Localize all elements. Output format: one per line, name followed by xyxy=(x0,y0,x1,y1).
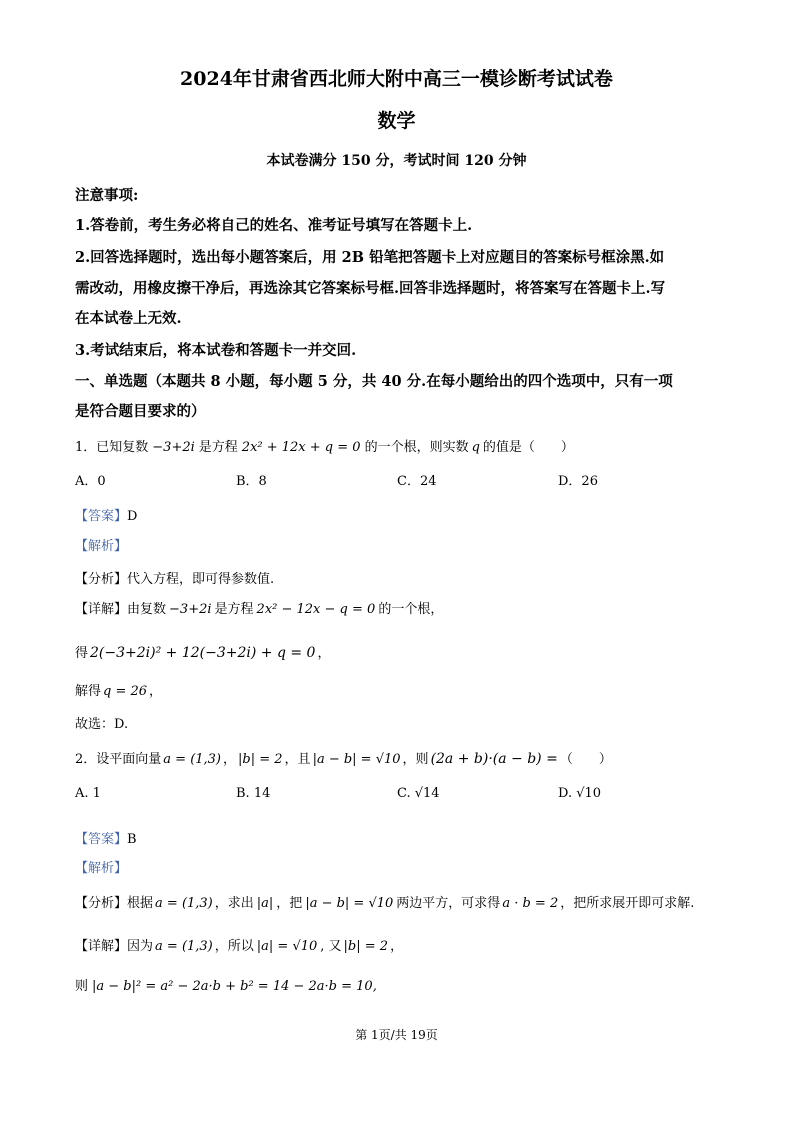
notes-item-2-line-3: 在本试卷上无效. xyxy=(75,310,182,327)
q2-dot-product-expression: (2a + b)·(a − b) = xyxy=(430,751,558,767)
q2-detail xyxy=(75,935,403,954)
subject-title: 数学 xyxy=(377,110,416,132)
q1-detail-tag: 【详解】 xyxy=(75,602,128,617)
page-title: 2024年甘肃省西北师大附中高三一模诊断考试试卷 xyxy=(180,68,613,90)
q2-answer-value: B xyxy=(127,832,137,847)
q2-stem-text-d: ，则 xyxy=(402,752,429,767)
q1-detail-text-b: 是方程 xyxy=(214,602,254,617)
q1-detail-text-a: 由复数 xyxy=(127,602,167,617)
q2-stem-text-b: ， xyxy=(223,752,237,767)
q2-stem-text-c: ，且 xyxy=(284,752,311,767)
q2-stem-text-e: （ ） xyxy=(559,752,612,767)
q2-option-a: A. 1 xyxy=(75,786,101,801)
q2-analysis-text-a: 根据 xyxy=(127,896,154,911)
q1-step-2-text-a: 解得 xyxy=(75,684,102,699)
q1-step-2 xyxy=(75,680,162,699)
q2-analysis-vector-a: a = (1,3) xyxy=(155,896,213,911)
q2-step-1-text-a: 则 xyxy=(75,979,89,994)
q2-detail-text-b: ，所以 xyxy=(214,939,254,954)
q1-stem-text-b: 是方程 xyxy=(198,440,238,455)
q2-analysis-dot-product: a · b = 2 xyxy=(502,896,559,911)
q2-detail-tag: 【详解】 xyxy=(75,939,128,954)
q1-option-c: C．24 xyxy=(397,474,437,489)
q2-analysis-norm-a: |a| xyxy=(256,896,274,911)
exam-info: 本试卷满分 150 分，考试时间 120 分钟 xyxy=(266,153,527,169)
q2-step-1 xyxy=(75,975,381,994)
q1-complex-number: −3+2i xyxy=(152,440,195,455)
q2-stem-text-a: 2．设平面向量 xyxy=(75,752,162,767)
q1-option-b: B．8 xyxy=(236,474,267,489)
q2-analysis xyxy=(75,892,694,911)
section-heading-line-2: 是符合题目要求的） xyxy=(75,403,206,420)
notes-item-1: 1.答卷前，考生务必将自己的姓名、准考证号填写在答题卡上. xyxy=(75,217,473,234)
q1-jiexi-tag: 【解析】 xyxy=(75,539,128,554)
q1-step-1 xyxy=(75,642,330,661)
q2-analysis-text-d: 两边平方，可求得 xyxy=(396,896,501,911)
q2-detail-text-d: ， xyxy=(390,939,404,954)
q1-stem-text-d: 的值是（ ） xyxy=(482,440,574,455)
q1-conclusion: 故选：D. xyxy=(75,717,129,732)
q1-detail-text-c: 的一个根， xyxy=(378,602,444,617)
q2-option-b: B. 14 xyxy=(236,786,271,801)
q1-option-d: D．26 xyxy=(558,474,598,489)
q2-option-c: C. √14 xyxy=(397,786,440,801)
q2-step-1-equation: |a − b|² = a² − 2a·b + b² = 14 − 2a·b = 10, xyxy=(92,979,377,994)
q2-difference-norm: |a − b| = √10 xyxy=(312,752,401,767)
q2-detail-text-a: 因为 xyxy=(127,939,154,954)
q1-step-2-text-b: ， xyxy=(149,684,163,699)
q2-vector-b-norm: |b| = 2 xyxy=(238,752,283,767)
q2-detail-norm-a: |a| = √10 xyxy=(256,939,318,954)
notes-heading: 注意事项: xyxy=(75,187,139,204)
q1-detail xyxy=(75,598,443,617)
q1-answer-tag: 【答案】 xyxy=(75,509,128,524)
q1-answer xyxy=(75,505,137,524)
q2-option-d: D. √10 xyxy=(558,786,602,801)
question-2-stem xyxy=(75,748,612,767)
q2-analysis-text-e: ，把所求展开即可求解. xyxy=(560,896,695,911)
q1-step-2-equation: q = 26 xyxy=(103,684,148,699)
q2-analysis-text-b: ，求出 xyxy=(214,896,254,911)
q1-stem-text-a: 1．已知复数 xyxy=(75,440,149,455)
q2-detail-vector-a: a = (1,3) xyxy=(155,939,213,954)
q2-analysis-difference-norm: |a − b| = √10 xyxy=(305,896,394,911)
q1-detail-equation: 2x² − 12x − q = 0 xyxy=(256,602,376,617)
page-footer: 第 1页/共 19页 xyxy=(355,1028,438,1042)
q1-detail-complex: −3+2i xyxy=(169,602,212,617)
q1-option-a: A．0 xyxy=(75,474,106,489)
q2-answer-tag: 【答案】 xyxy=(75,832,128,847)
q1-analysis xyxy=(75,568,274,587)
section-heading-line-1: 一、单选题（本题共 8 小题，每小题 5 分，共 40 分.在每小题给出的四个选项中，只有一项 xyxy=(75,373,673,390)
q2-jiexi-tag: 【解析】 xyxy=(75,861,128,876)
q2-analysis-tag: 【分析】 xyxy=(75,896,128,911)
notes-item-2-line-1: 2.回答选择题时，选出每小题答案后，用 2B 铅笔把答题卡上对应题目的答案标号框涂黑.如 xyxy=(75,249,665,266)
q1-step-1-text-a: 得 xyxy=(75,646,89,661)
q1-variable: q xyxy=(471,440,480,455)
q1-analysis-text: 代入方程，即可得参数值. xyxy=(127,572,275,587)
q1-answer-value: D xyxy=(127,509,138,524)
q1-equation: 2x² + 12x + q = 0 xyxy=(241,440,361,455)
q1-stem-text-c: 的一个根，则实数 xyxy=(364,440,469,455)
notes-item-2-line-2: 需改动，用橡皮擦干净后，再选涂其它答案标号框.回答非选择题时，将答案写在答题卡上.写 xyxy=(75,280,666,297)
q2-analysis-text-c: ，把 xyxy=(276,896,303,911)
q2-detail-norm-b: |b| = 2 xyxy=(343,939,389,954)
q1-step-1-text-b: ， xyxy=(317,646,331,661)
notes-item-3: 3.考试结束后，将本试卷和答题卡一并交回. xyxy=(75,342,357,359)
q1-step-1-equation: 2(−3+2i)² + 12(−3+2i) + q = 0 xyxy=(90,645,316,661)
q2-vector-a: a = (1,3) xyxy=(163,752,222,767)
q2-answer xyxy=(75,828,137,847)
question-1-stem xyxy=(75,436,574,455)
q2-detail-text-c: , 又 xyxy=(320,939,342,954)
q1-analysis-tag: 【分析】 xyxy=(75,572,128,587)
